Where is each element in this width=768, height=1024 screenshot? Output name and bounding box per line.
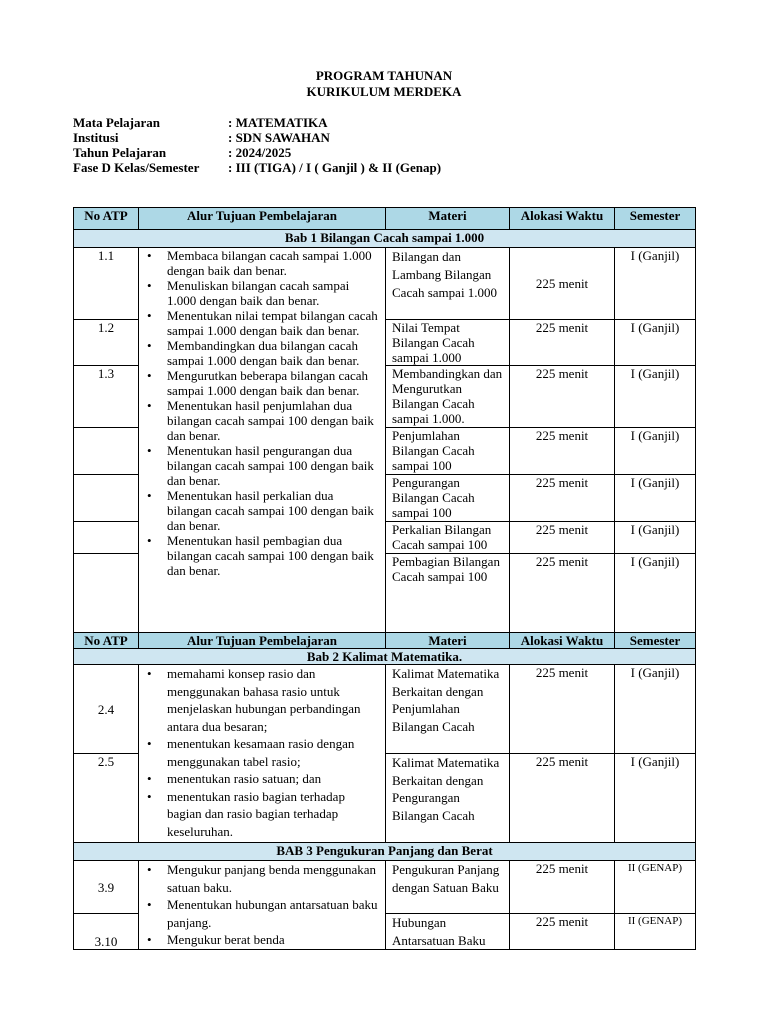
- list-item: • menentukan rasio bagian terhadap bagian dan rasio bagian terhadap keseluruhan.: [145, 788, 379, 841]
- semester-cell: I (Ganjil): [615, 554, 696, 633]
- allocation-cell: 225 menit: [510, 554, 615, 633]
- semester-cell: I (Ganjil): [615, 320, 696, 366]
- atp-number: 1.1: [74, 248, 139, 320]
- header-no-atp: No ATP: [74, 633, 139, 649]
- list-item: • memahami konsep rasio dan menggunakan bahasa rasio untuk menjelaskan hubungan perbandingan antara dua besaran;: [145, 665, 379, 735]
- allocation-cell: 225 menit: [510, 475, 615, 522]
- allocation-cell: 225 menit: [510, 665, 615, 754]
- semester-cell: I (Ganjil): [615, 754, 696, 843]
- semester-cell: I (Ganjil): [615, 522, 696, 554]
- document-subtitle: KURIKULUM MERDEKA: [306, 84, 462, 99]
- materi-cell: Pengukuran Panjang dengan Satuan Baku: [386, 861, 510, 914]
- table-row: [74, 665, 696, 754]
- materi-cell: Pengurangan Bilangan Cacah sampai 100: [386, 475, 510, 522]
- semester-cell: I (Ganjil): [615, 248, 696, 320]
- list-item: • menentukan rasio satuan; dan: [145, 770, 379, 788]
- semester-cell: I (Ganjil): [615, 665, 696, 754]
- atp-number: 1.2: [74, 320, 139, 366]
- atp-number: 1.3: [74, 366, 139, 428]
- semester-cell: I (Ganjil): [615, 475, 696, 522]
- list-item: • Menentukan nilai tempat bilangan cacah sampai 1.000 dengan baik dan benar.: [145, 308, 379, 338]
- list-item: • Menentukan hasil pembagian dua bilangan cacah sampai 100 dengan baik dan benar.: [145, 533, 379, 578]
- list-item: • Mengukur berat benda: [145, 931, 379, 949]
- meta-label: Mata Pelajaran: [73, 115, 161, 130]
- atp-number: [74, 475, 139, 522]
- materi-cell: Kalimat Matematika Berkaitan dengan Pengurangan Bilangan Cacah: [386, 754, 510, 843]
- header-materi: Materi: [386, 208, 510, 230]
- list-item: • Membaca bilangan cacah sampai 1.000 dengan baik dan benar.: [145, 248, 379, 278]
- allocation-cell: 225 menit: [510, 914, 615, 950]
- semester-cell: II (GENAP): [615, 861, 696, 914]
- learning-objectives-cell: [139, 248, 386, 633]
- atp-number: 2.5: [74, 754, 139, 843]
- objectives-list: [145, 665, 379, 840]
- atp-number: 2.4: [74, 665, 139, 754]
- list-item: • menentukan kesamaan rasio dengan menggunakan tabel rasio;: [145, 735, 379, 770]
- section-row-bab1: [74, 230, 696, 248]
- section-row-bab2: [74, 649, 696, 665]
- allocation-cell: 225 menit: [510, 248, 615, 320]
- atp-number: 3.10: [74, 914, 139, 950]
- atp-number: [74, 554, 139, 633]
- list-item: • Menentukan hasil perkalian dua bilangan cacah sampai 100 dengan baik dan benar.: [145, 488, 379, 533]
- list-item: • Mengukur panjang benda menggunakan satuan baku.: [145, 861, 379, 896]
- list-item: • Menentukan hasil pengurangan dua bilangan cacah sampai 100 dengan baik dan benar.: [145, 443, 379, 488]
- meta-value: : MATEMATIKA: [228, 115, 328, 130]
- meta-label: Fase D Kelas/Semester: [73, 160, 200, 175]
- semester-cell: II (GENAP): [615, 914, 696, 950]
- header-alokasi: Alokasi Waktu: [510, 208, 615, 230]
- meta-value: : III (TIGA) / I ( Ganjil ) & II (Genap): [228, 160, 442, 175]
- semester-cell: I (Ganjil): [615, 428, 696, 475]
- materi-cell: Penjumlahan Bilangan Cacah sampai 100: [386, 428, 510, 475]
- atp-number: [74, 428, 139, 475]
- meta-label: Tahun Pelajaran: [73, 145, 167, 160]
- atp-number: [74, 522, 139, 554]
- list-item: • Membandingkan dua bilangan cacah sampai 1.000 dengan baik dan benar.: [145, 338, 379, 368]
- allocation-cell: 225 menit: [510, 861, 615, 914]
- materi-cell: Membandingkan dan Mengurutkan Bilangan Cacah sampai 1.000.: [386, 366, 510, 428]
- table-row: [74, 861, 696, 914]
- document-title: PROGRAM TAHUNAN: [315, 68, 453, 83]
- allocation-cell: 225 menit: [510, 320, 615, 366]
- header-materi: Materi: [386, 633, 510, 649]
- allocation-cell: 225 menit: [510, 754, 615, 843]
- list-item: • Menuliskan bilangan cacah sampai 1.000 dengan baik dan benar.: [145, 278, 379, 308]
- list-item: • Menentukan hubungan antarsatuan baku panjang.: [145, 896, 379, 931]
- materi-cell: Perkalian Bilangan Cacah sampai 100: [386, 522, 510, 554]
- meta-label: Institusi: [73, 130, 119, 145]
- annual-program-table: [73, 207, 696, 950]
- objectives-list: [145, 248, 379, 578]
- section-row-bab3: [74, 843, 696, 861]
- header-alokasi: Alokasi Waktu: [510, 633, 615, 649]
- header-alur: Alur Tujuan Pembelajaran: [139, 633, 386, 649]
- materi-cell: Hubungan Antarsatuan Baku: [386, 914, 510, 950]
- header-no-atp: No ATP: [74, 208, 139, 230]
- meta-value: : SDN SAWAHAN: [228, 130, 330, 145]
- atp-number: 3.9: [74, 861, 139, 914]
- list-item: • Menentukan hasil penjumlahan dua bilangan cacah sampai 100 dengan baik dan benar.: [145, 398, 379, 443]
- learning-objectives-cell: [139, 665, 386, 843]
- table-header-row-repeat: [74, 633, 696, 649]
- materi-cell: Bilangan dan Lambang Bilangan Cacah sampai 1.000: [386, 248, 510, 320]
- header-semester: Semester: [615, 633, 696, 649]
- header-semester: Semester: [615, 208, 696, 230]
- section-title: BAB 3 Pengukuran Panjang dan Berat: [74, 843, 696, 861]
- allocation-cell: 225 menit: [510, 428, 615, 475]
- learning-objectives-cell: [139, 861, 386, 950]
- materi-cell: Nilai Tempat Bilangan Cacah sampai 1.000: [386, 320, 510, 366]
- table-row: [74, 248, 696, 320]
- section-title: Bab 1 Bilangan Cacah sampai 1.000: [74, 230, 696, 248]
- meta-value: : 2024/2025: [228, 145, 292, 160]
- materi-cell: Kalimat Matematika Berkaitan dengan Penjumlahan Bilangan Cacah: [386, 665, 510, 754]
- section-title: Bab 2 Kalimat Matematika.: [74, 649, 696, 665]
- materi-cell: Pembagian Bilangan Cacah sampai 100: [386, 554, 510, 633]
- semester-cell: I (Ganjil): [615, 366, 696, 428]
- header-alur: Alur Tujuan Pembelajaran: [139, 208, 386, 230]
- allocation-cell: 225 menit: [510, 522, 615, 554]
- objectives-list: [145, 861, 379, 949]
- table-header-row: [74, 208, 696, 230]
- list-item: • Mengurutkan beberapa bilangan cacah sampai 1.000 dengan baik dan benar.: [145, 368, 379, 398]
- allocation-cell: 225 menit: [510, 366, 615, 428]
